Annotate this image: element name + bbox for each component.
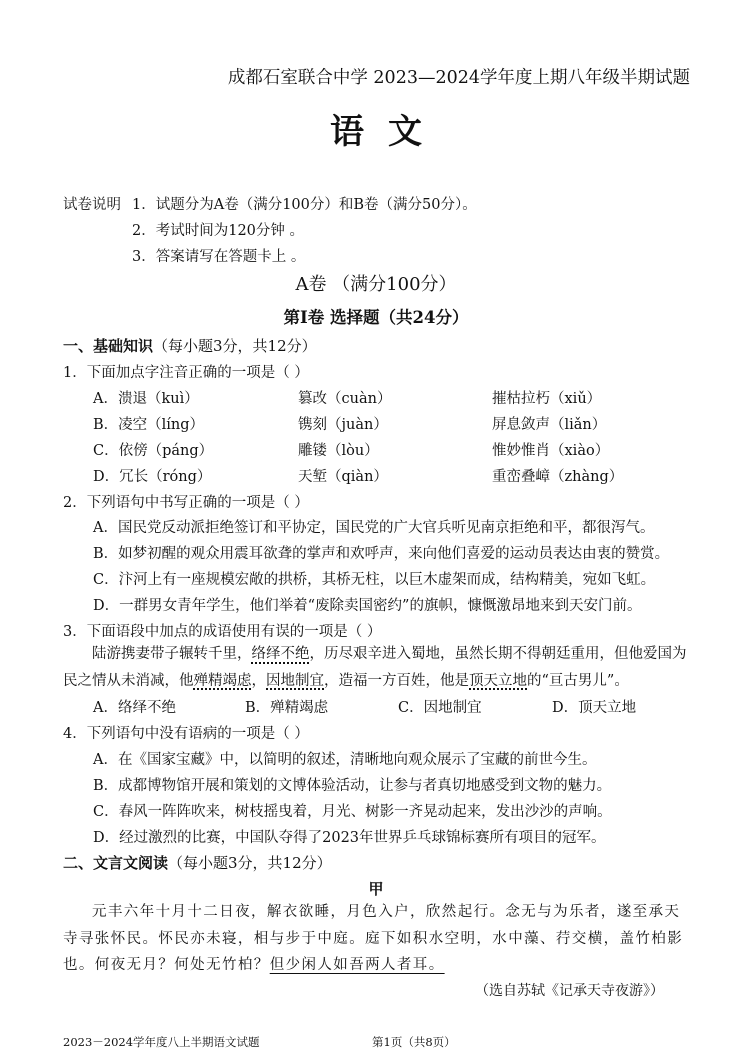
q1-option-d-2: 天堑（qiàn）	[298, 469, 388, 485]
passage-source: （选自苏轼《记承天寺夜游》）	[475, 983, 664, 999]
instruction-item-1: 1．试题分为A卷（满分100分）和B卷（满分50分）。	[132, 197, 477, 213]
section-2-score: （每小题3分，共12分）	[168, 854, 332, 872]
q1-option-d-3: 重峦叠嶂（zhàng）	[492, 469, 624, 485]
q1-option-a-1: A．溃退（kuì）	[93, 391, 199, 407]
q1-option-d-1: D．冗长（róng）	[93, 469, 212, 485]
q1-option-b-1: B．凌空（líng）	[93, 417, 205, 433]
q3-passage-text: ，造福一方百姓，他是	[324, 672, 469, 689]
q1-option-c-3: 惟妙惟肖（xiào）	[492, 443, 610, 459]
q1-option-c-2: 雕镂（lòu）	[298, 443, 379, 459]
instruction-item-3: 3．答案请写在答题卡上 。	[132, 249, 306, 265]
q4-option-c: C．春风一阵阵吹来，树枝摇曳着，月光、树影一齐晃动起来，发出沙沙的声响。	[93, 804, 612, 820]
part-1-heading: 第Ⅰ卷 选择题（共24分）	[283, 308, 469, 327]
subject-title: 语文	[330, 112, 446, 152]
q2-option-a: A．国民党反动派拒绝签订和平协定，国民党的广大官兵听见南京拒绝和平，都很泻气。	[93, 520, 655, 536]
classical-underlined-sentence: 但少闲人如吾两人者耳。	[269, 957, 445, 973]
q2-option-c: C．汴河上有一座规模宏敞的拱桥，其桥无柱，以巨木虚架而成，结构精美，宛如飞虹。	[93, 572, 656, 588]
question-3-stem: 3．下面语段中加点的成语使用有误的一项是（ ）	[63, 624, 382, 640]
q3-option-b: B．殚精竭虑	[245, 700, 329, 716]
q1-option-a-3: 摧枯拉朽（xiǔ）	[492, 391, 602, 407]
q4-option-b: B．成都博物馆开展和策划的文博体验活动，让参与者真切地感受到文物的魅力。	[93, 778, 612, 794]
footer-exam-name: 2023－2024学年度八上半期语文试题	[63, 1035, 260, 1049]
q3-passage-text: ，历尽艰辛进入蜀地，虽然长期不得朝廷重用，但他爱国为民之情从未消减，他	[63, 646, 687, 689]
q3-option-a: A．络绎不绝	[93, 700, 176, 716]
section-2-heading	[63, 852, 332, 873]
q3-idiom-2: 殚精竭虑	[193, 672, 252, 689]
q1-option-b-2: 镌刻（juàn）	[298, 417, 388, 433]
q4-option-d: D．经过激烈的比赛，中国队夺得了2023年世界乒乓球锦标赛所有项目的冠军。	[93, 830, 606, 846]
q3-idiom-4: 顶天立地	[469, 672, 527, 689]
section-2-title: 二、文言文阅读	[63, 854, 169, 872]
instructions-label: 试卷说明	[63, 197, 121, 213]
q1-option-b-3: 屏息敛声（liǎn）	[492, 417, 607, 433]
section-1-score: （每小题3分，共12分）	[153, 337, 317, 355]
classical-passage	[63, 899, 691, 979]
q3-passage	[63, 641, 691, 694]
q3-option-c: C．因地制宜	[398, 700, 482, 716]
passage-label-jia: 甲	[368, 880, 384, 898]
instruction-item-2: 2．考试时间为120分钟 。	[132, 223, 305, 239]
q2-option-b: B．如梦初醒的观众用震耳欲聋的掌声和欢呼声，来向他们喜爱的运动员表达由衷的赞赏。	[93, 546, 670, 562]
question-4-stem: 4．下列语句中没有语病的一项是（ ）	[63, 726, 309, 742]
footer-page-number: 第1页（共8页）	[372, 1035, 456, 1049]
section-1-title: 一、基础知识	[63, 337, 154, 355]
question-2-stem: 2．下列语句中书写正确的一项是（ ）	[63, 495, 309, 511]
q3-option-d: D．顶天立地	[552, 700, 637, 716]
q1-option-c-1: C．依傍（páng）	[93, 443, 214, 459]
q3-passage-text: 陆游携妻带子辗转千里，	[92, 646, 252, 662]
section-1-heading	[63, 335, 317, 356]
classical-passage-text: 元丰六年十月十二日夜，解衣欲睡，月色入户，欣然起行。念无与为乐者，遂至承天寺寻张怀民。怀民亦未寝，相与步于中庭。庭下如积水空明，水中藻、荇交横，盖竹柏影也。何夜无月？何处无竹柏？	[63, 904, 684, 973]
q3-idiom-1: 络绎不绝	[251, 646, 310, 662]
q3-passage-text: ，	[251, 672, 266, 689]
question-1-stem: 1．下面加点字注音正确的一项是（ ）	[63, 365, 309, 381]
q1-option-a-2: 篡改（cuàn）	[298, 391, 392, 407]
q2-option-d: D．一群男女青年学生，他们举着“废除卖国密约”的旗帜，慷慨激昂地来到天安门前。	[93, 598, 642, 614]
q3-idiom-3: 因地制宜	[266, 672, 324, 689]
paper-a-heading: A卷 （满分100分）	[295, 274, 457, 295]
q4-option-a: A．在《国家宝藏》中，以简明的叙述，清晰地向观众展示了宝藏的前世今生。	[93, 752, 597, 768]
exam-header-title: 成都石室联合中学 2023—2024学年度上期八年级半期试题	[227, 68, 690, 88]
q3-passage-text: 的“亘古男儿”。	[527, 672, 629, 689]
